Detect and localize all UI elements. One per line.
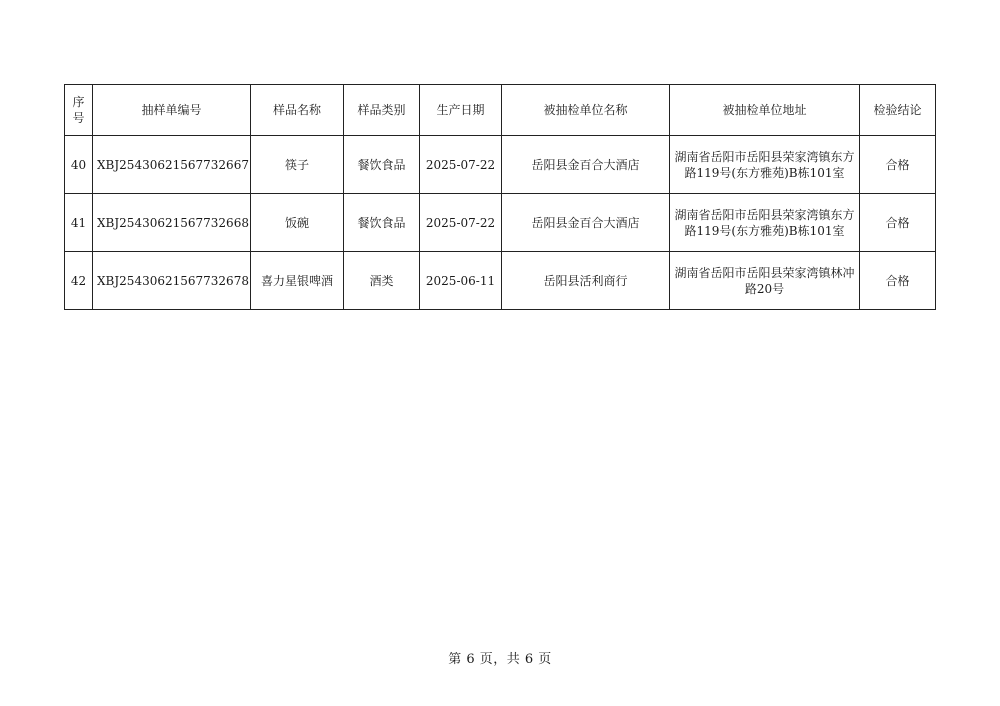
cell-sample-category: 餐饮食品 (344, 136, 420, 194)
header-result: 检验结论 (860, 85, 936, 136)
cell-sample-name: 饭碗 (251, 194, 344, 252)
cell-unit-name: 岳阳县金百合大酒店 (502, 136, 670, 194)
inspection-results-table (64, 84, 936, 310)
cell-sample-category: 餐饮食品 (344, 194, 420, 252)
header-sample-no: 抽样单编号 (93, 85, 251, 136)
table-header-row (65, 85, 936, 136)
table-row (65, 194, 936, 252)
header-seq (65, 85, 93, 136)
header-production-date: 生产日期 (420, 85, 502, 136)
header-sample-category: 样品类别 (344, 85, 420, 136)
table-row (65, 252, 936, 310)
cell-result: 合格 (860, 136, 936, 194)
cell-unit-address: 湖南省岳阳市岳阳县荣家湾镇东方路119号(东方雅苑)B栋101室 (670, 136, 860, 194)
header-sample-name: 样品名称 (251, 85, 344, 136)
cell-sample-category: 酒类 (344, 252, 420, 310)
cell-production-date: 2025-07-22 (420, 194, 502, 252)
cell-production-date: 2025-06-11 (420, 252, 502, 310)
cell-seq: 41 (65, 194, 93, 252)
cell-sample-no: XBJ25430621567732667 (93, 136, 251, 194)
cell-result: 合格 (860, 194, 936, 252)
cell-sample-no: XBJ25430621567732668 (93, 194, 251, 252)
cell-sample-name: 筷子 (251, 136, 344, 194)
page-number-footer: 第 6 页，共 6 页 (448, 652, 552, 667)
cell-seq: 40 (65, 136, 93, 194)
cell-seq: 42 (65, 252, 93, 310)
cell-sample-name: 喜力星银啤酒 (251, 252, 344, 310)
header-seq-line2: 号 (72, 111, 85, 125)
cell-sample-no: XBJ25430621567732678 (93, 252, 251, 310)
cell-production-date: 2025-07-22 (420, 136, 502, 194)
header-unit-name: 被抽检单位名称 (502, 85, 670, 136)
cell-unit-address: 湖南省岳阳市岳阳县荣家湾镇林冲路20号 (670, 252, 860, 310)
cell-result: 合格 (860, 252, 936, 310)
table-row (65, 136, 936, 194)
cell-unit-name: 岳阳县活利商行 (502, 252, 670, 310)
cell-unit-address: 湖南省岳阳市岳阳县荣家湾镇东方路119号(东方雅苑)B栋101室 (670, 194, 860, 252)
header-seq-line1: 序 (72, 95, 85, 109)
cell-unit-name: 岳阳县金百合大酒店 (502, 194, 670, 252)
header-unit-address: 被抽检单位地址 (670, 85, 860, 136)
